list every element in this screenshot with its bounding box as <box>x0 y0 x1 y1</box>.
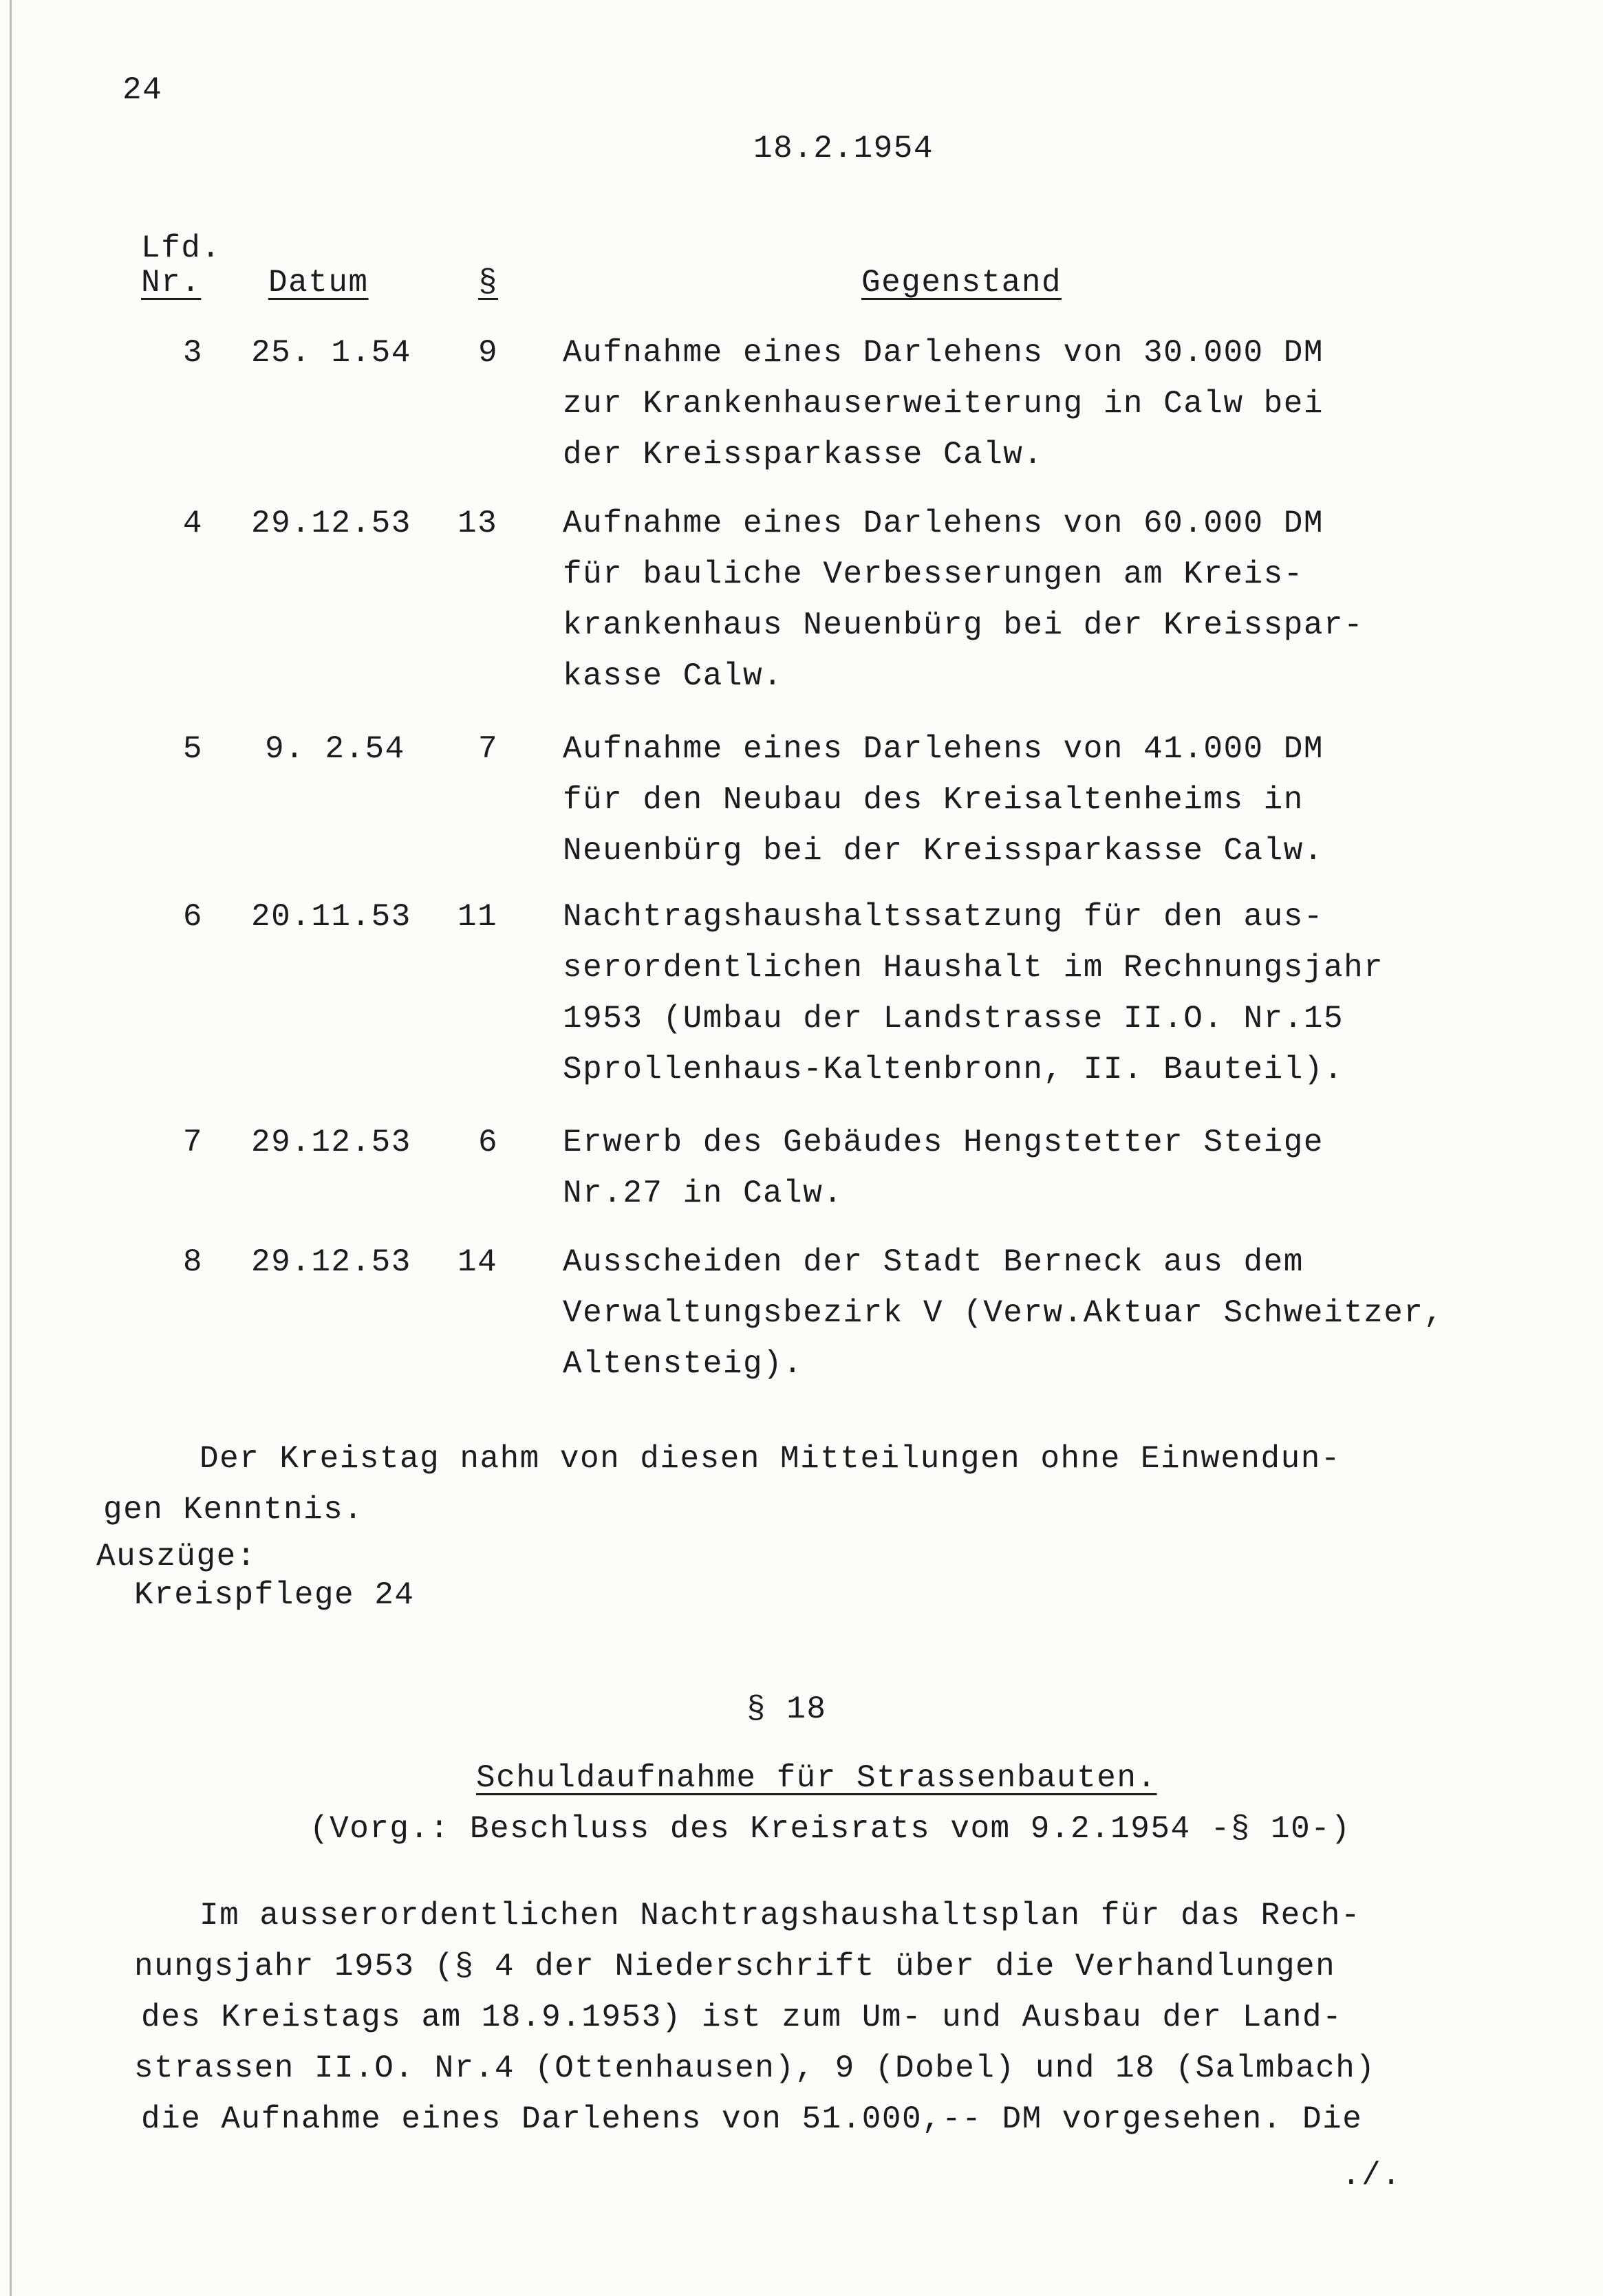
section-reference: (Vorg.: Beschluss des Kreisrats vom 9.2.1954 -§ 10-) <box>310 1811 1351 1847</box>
body-line: die Aufnahme eines Darlehens von 51.000,-- DM vorgesehen. Die <box>141 2101 1363 2137</box>
row-nr: 4 <box>182 506 203 541</box>
row-nr: 8 <box>182 1244 203 1280</box>
row-nr: 6 <box>182 899 203 935</box>
row-paragraph: 14 <box>458 1244 498 1280</box>
row-date: 29.12.53 <box>251 1244 411 1280</box>
header-gegenstand: Gegenstand <box>861 265 1062 301</box>
row-date: 25. 1.54 <box>251 335 411 371</box>
row-date: 9. 2.54 <box>265 731 405 767</box>
extracts-label: Auszüge: <box>96 1539 257 1574</box>
continuation-mark: ./. <box>1342 2158 1402 2194</box>
row-subject-line: 1953 (Umbau der Landstrasse II.O. Nr.15 <box>563 1001 1344 1037</box>
row-subject-line: krankenhaus Neuenbürg bei der Kreisspar- <box>563 607 1364 643</box>
row-subject-line: für bauliche Verbesserungen am Kreis- <box>563 556 1304 592</box>
row-subject-line: Erwerb des Gebäudes Hengstetter Steige <box>563 1125 1324 1160</box>
body-line: Im ausserordentlichen Nachtragshaushaltsplan für das Rech- <box>200 1898 1362 1934</box>
row-date: 20.11.53 <box>251 899 411 935</box>
section-title: Schuldaufnahme für Strassenbauten. <box>476 1760 1157 1796</box>
row-subject-line: für den Neubau des Kreisaltenheims in <box>563 782 1304 818</box>
document-date: 18.2.1954 <box>753 131 934 166</box>
row-nr: 3 <box>182 335 203 371</box>
row-subject-line: Aufnahme eines Darlehens von 60.000 DM <box>563 506 1324 541</box>
header-nr: Nr. <box>141 265 202 301</box>
header-paragraph: § <box>478 265 499 301</box>
row-paragraph: 13 <box>458 506 498 541</box>
row-date: 29.12.53 <box>251 1125 411 1160</box>
header-lfd: Lfd. <box>141 230 222 266</box>
row-paragraph: 9 <box>478 335 499 371</box>
row-paragraph: 6 <box>478 1125 499 1160</box>
row-paragraph: 7 <box>478 731 499 767</box>
row-subject-line: zur Krankenhauserweiterung in Calw bei <box>563 386 1324 422</box>
body-line: des Kreistags am 18.9.1953) ist zum Um- und Ausbau der Land- <box>141 2000 1343 2035</box>
row-subject-line: Aufnahme eines Darlehens von 41.000 DM <box>563 731 1324 767</box>
page-number: 24 <box>122 72 163 108</box>
extracts-item: Kreispflege 24 <box>134 1577 415 1613</box>
notice-line: Der Kreistag nahm von diesen Mitteilungen ohne Einwendun- <box>200 1441 1341 1477</box>
row-paragraph: 11 <box>458 899 498 935</box>
row-subject-line: Verwaltungsbezirk V (Verw.Aktuar Schweitzer, <box>563 1295 1444 1331</box>
body-line: strassen II.O. Nr.4 (Ottenhausen), 9 (Dobel) und 18 (Salmbach) <box>134 2050 1376 2086</box>
row-subject-line: Aufnahme eines Darlehens von 30.000 DM <box>563 335 1324 371</box>
row-subject-line: Altensteig). <box>563 1346 804 1382</box>
row-subject-line: kasse Calw. <box>563 658 784 694</box>
notice-line: gen Kenntnis. <box>103 1492 364 1528</box>
body-line: nungsjahr 1953 (§ 4 der Niederschrift über die Verhandlungen <box>134 1949 1336 1984</box>
row-subject-line: Sprollenhaus-Kaltenbronn, II. Bauteil). <box>563 1052 1344 1087</box>
header-datum: Datum <box>268 265 369 301</box>
row-subject-line: Nachtragshaushaltssatzung für den aus- <box>563 899 1324 935</box>
row-subject-line: Nr.27 in Calw. <box>563 1176 843 1211</box>
row-subject-line: der Kreissparkasse Calw. <box>563 437 1044 473</box>
row-nr: 7 <box>182 1125 203 1160</box>
row-subject-line: Ausscheiden der Stadt Berneck aus dem <box>563 1244 1304 1280</box>
row-nr: 5 <box>182 731 203 767</box>
page-edge <box>10 0 12 2296</box>
section-number: § 18 <box>746 1691 827 1727</box>
row-subject-line: serordentlichen Haushalt im Rechnungsjahr <box>563 950 1384 986</box>
row-subject-line: Neuenbürg bei der Kreissparkasse Calw. <box>563 833 1324 869</box>
row-date: 29.12.53 <box>251 506 411 541</box>
